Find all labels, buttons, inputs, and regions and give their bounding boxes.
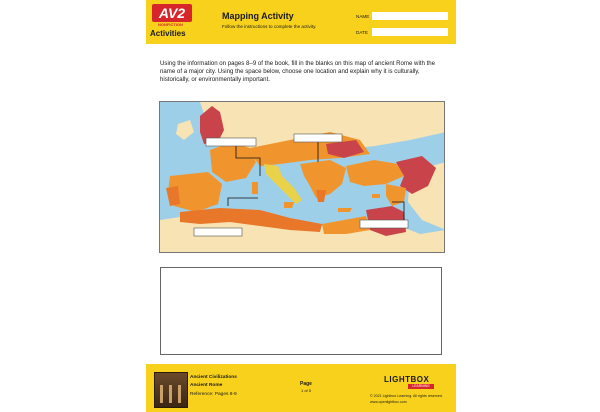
name-field[interactable] xyxy=(372,12,448,20)
logo-av2-text: AV2 xyxy=(152,4,192,22)
name-label: NAME xyxy=(356,14,370,19)
date-field[interactable] xyxy=(372,28,448,36)
cyprus xyxy=(372,194,380,198)
book-cover-thumbnail xyxy=(154,372,188,408)
av2-logo xyxy=(152,4,192,40)
copyright-text: © 2021 Lightbox Learning. All rights reserved. xyxy=(370,394,443,398)
book-series: Ancient Civilizations xyxy=(190,375,237,380)
logo-nonfiction-text: NONFICTION xyxy=(158,22,183,27)
reference-text: Reference: Pages 8-9 xyxy=(190,392,237,397)
activity-title: Mapping Activity xyxy=(222,11,294,21)
worksheet-page xyxy=(146,0,456,412)
blank-box-2 xyxy=(294,134,342,142)
page-label: Page xyxy=(300,381,312,387)
date-label: DATE xyxy=(356,30,368,35)
activity-subtitle: Follow the instructions to complete the activity. xyxy=(222,24,317,29)
corsica-sardinia xyxy=(252,182,258,194)
section-label: Activities xyxy=(150,29,186,38)
footer-bar xyxy=(146,364,456,412)
header-bar xyxy=(146,0,456,44)
lightbox-learning-tag: LEARNING xyxy=(408,384,434,389)
roman-empire-map xyxy=(159,101,445,253)
blank-box-3 xyxy=(194,228,242,236)
instructions-text: Using the information on pages 8–9 of the book, fill in the blanks on this map of ancient Rome with the name of a major city. Using the space below, choose one location and explain why it is culturally, historically, or environmentally important. xyxy=(160,60,436,84)
book-title: Ancient Rome xyxy=(190,383,223,388)
answer-area[interactable] xyxy=(160,267,442,355)
blank-box-1 xyxy=(206,138,256,146)
website-link[interactable]: www.openlightbox.com xyxy=(370,400,407,404)
crete xyxy=(338,208,352,212)
lightbox-logo: LIGHTBOX xyxy=(384,375,430,384)
page-number: 1 of 5 xyxy=(300,388,311,393)
blank-box-4 xyxy=(360,220,408,228)
map-graphic xyxy=(160,102,445,253)
